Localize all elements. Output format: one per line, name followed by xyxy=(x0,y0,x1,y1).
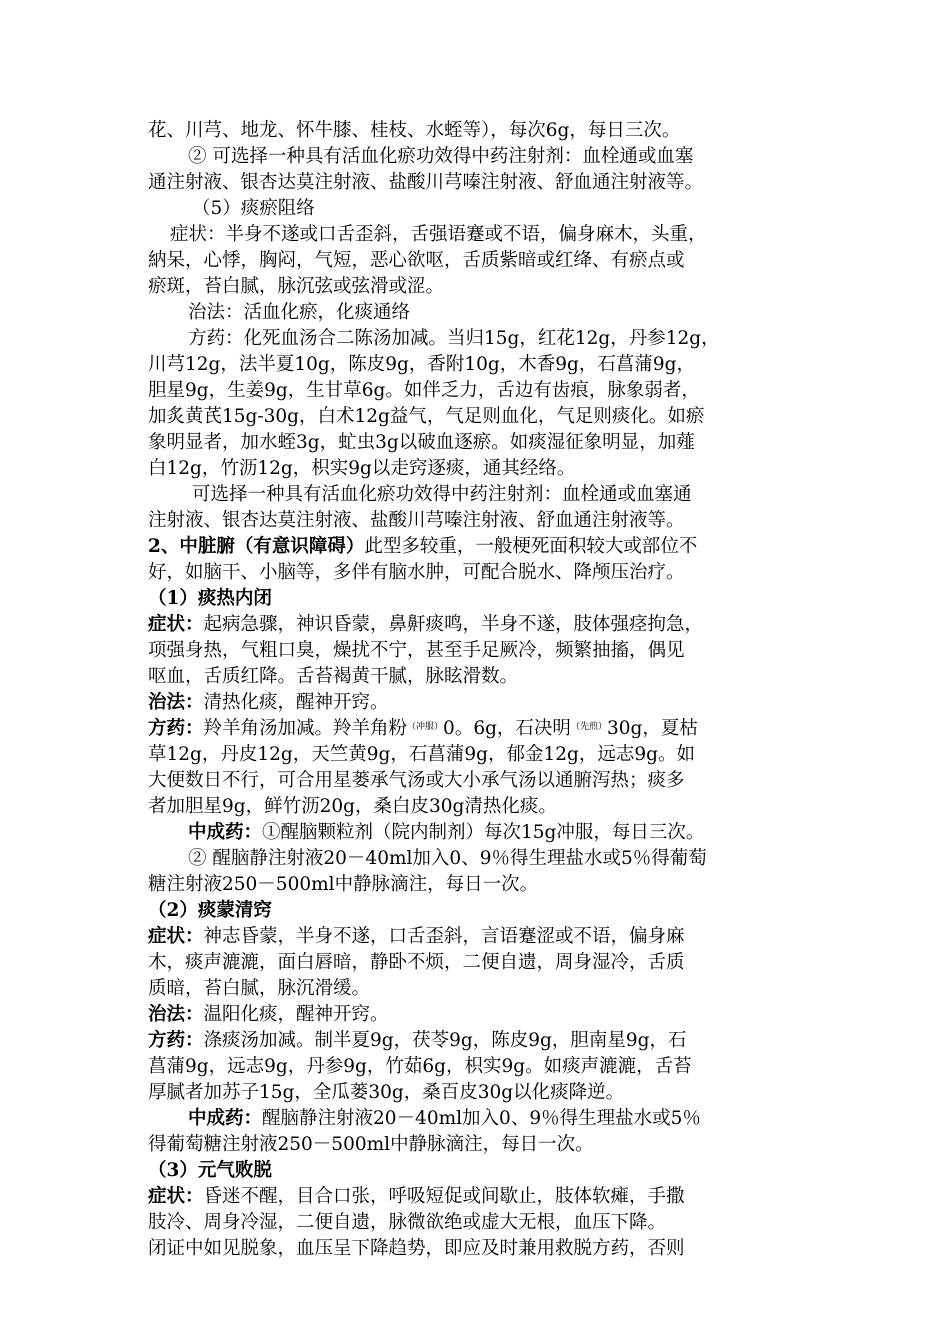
text-line: 方药：化死血汤合二陈汤加减。当归15g，红花12g，丹参12g， xyxy=(188,328,720,349)
text-line: 加炙黄芪15g-30g，白术12g益气，气足则血化，气足则痰化。如瘀 xyxy=(148,406,705,427)
text-line: 质暗，苔白腻，脉沉滑缓。 xyxy=(148,978,371,999)
section-heading: （1）痰热内闭 xyxy=(148,588,272,609)
text-line: 納呆，心悸，胸闷，气短，恶心欲呕，舌质紫暗或红绛、有瘀点或 xyxy=(148,250,685,271)
text-line: 厚腻者加苏子15g，全瓜蒌30g，桑百皮30g以化痰降逆。 xyxy=(148,1082,625,1103)
label-symptoms: 症状： xyxy=(148,926,204,947)
annotation-superscript: （先煎） xyxy=(570,722,607,732)
text-line: 注射液、银杏达莫注射液、盐酸川芎嗪注射液、舒血通注射液等。 xyxy=(148,510,685,531)
text-line: 菖蒲9g，远志9g，丹参9g，竹茹6g，枳实9g。如痰声漉漉，舌苔 xyxy=(148,1056,692,1077)
text-line: 得葡萄糖注射液250－500ml中静脉滴注，每日一次。 xyxy=(148,1134,594,1155)
text-line: 胆星9g，生姜9g，生甘草6g。如伴乏力，舌边有齿痕，脉象弱者， xyxy=(148,380,700,401)
text-line: 草12g，丹皮12g，天竺黄9g，石菖蒲9g，郁金12g，远志9g。如 xyxy=(148,744,695,765)
annotation-superscript: （冲服） xyxy=(407,722,444,732)
text-line: 花、川芎、地龙、怀牛膝、桂枝、水蛭等），每次6g，每日三次。 xyxy=(148,120,681,141)
text-line: 方药：羚羊角汤加减。羚羊角粉$^{(冲服)}$0。6g，石决明$^{(先煎)}$30g，夏枯 xyxy=(148,718,698,739)
label-prescription: 方药： xyxy=(148,1030,204,1051)
text-line: 象明显者，加水蛭3g，虻虫3g以破血逐瘀。如痰湿征象明显，加薤 xyxy=(148,432,695,453)
label-symptoms: 症状： xyxy=(148,614,204,635)
text-line: ② 可选择一种具有活血化瘀功效得中药注射剂：血栓通或血塞 xyxy=(188,146,694,167)
text-line: 症状：神志昏蒙，半身不遂，口舌歪斜，言语蹇涩或不语，偏身麻 xyxy=(148,926,685,947)
text-line: 川芎12g，法半夏10g，陈皮9g，香附10g，木香9g，石菖蒲9g， xyxy=(148,354,695,375)
text-line: 白12g，竹沥12g，枳实9g以走窍逐痰，通其经络。 xyxy=(148,458,576,479)
text-line: 瘀斑，苔白腻，脉沉弦或弦滑或涩。 xyxy=(148,276,445,297)
text-line: ② 醒脑静注射液20－40ml加入0、9％得生理盐水或5％得葡萄 xyxy=(188,848,707,869)
text-line: 者加胆星9g，鲜竹沥20g，桑白皮30g清热化痰。 xyxy=(148,796,557,817)
label-treatment: 治法： xyxy=(148,692,204,713)
text-line: 2、中脏腑（有意识障碍）此型多较重，一般梗死面积较大或部位不 xyxy=(148,536,698,557)
text-line: 闭证中如见脱象，血压呈下降趋势，即应及时兼用救脱方药，否则 xyxy=(148,1238,685,1259)
document-body xyxy=(148,118,818,1262)
text-line: 项强身热，气粗口臭，燥扰不宁，甚至手足厥冷，频繁抽搐，偶见 xyxy=(148,640,685,661)
text-line: 木，痰声漉漉，面白唇暗，静卧不烦，二便自遗，周身湿冷，舌质 xyxy=(148,952,685,973)
text-line: 症状：起病急骤，神识昏蒙，鼻鼾痰鸣，半身不遂，肢体强痉拘急， xyxy=(148,614,704,635)
text-line: 中成药：醒脑静注射液20－40ml加入0、9％得生理盐水或5％ xyxy=(188,1108,701,1129)
label-symptoms: 症状： xyxy=(148,1186,204,1207)
section-title-zhongzangfu: 2、中脏腑（有意识障碍） xyxy=(148,536,365,557)
text-line: 呕血，舌质红降。舌苔褐黄干腻，脉眩滑数。 xyxy=(148,666,519,687)
text-line: 治法：温阳化痰，醒神开窍。 xyxy=(148,1004,389,1025)
text-line: 方药：涤痰汤加减。制半夏9g，茯苓9g，陈皮9g，胆南星9g，石 xyxy=(148,1030,687,1051)
text-line: 糖注射液250－500ml中静脉滴注，每日一次。 xyxy=(148,874,539,895)
text-line: 可选择一种具有活血化瘀功效得中药注射剂：血栓通或血塞通 xyxy=(192,484,692,505)
label-patent-medicine: 中成药： xyxy=(188,822,263,843)
section-heading: （5）痰瘀阻络 xyxy=(192,198,315,219)
text-line: 症状：半身不遂或口舌歪斜，舌强语蹇或不语，偏身麻木，头重， xyxy=(170,224,707,245)
text-line: 中成药：①醒脑颗粒剂（院内制剂）每次15g冲服，每日三次。 xyxy=(188,822,705,843)
text-line: 大便数日不行，可合用星蒌承气汤或大小承气汤以通腑泻热；痰多 xyxy=(148,770,685,791)
section-heading: （3）元气败脱 xyxy=(148,1160,272,1181)
label-treatment: 治法： xyxy=(148,1004,204,1025)
text-line: 治法：活血化瘀，化痰通络 xyxy=(188,302,411,323)
label-patent-medicine: 中成药： xyxy=(188,1108,263,1129)
text-line: 肢冷、周身冷湿，二便自遗，脉微欲绝或虚大无根，血压下降。 xyxy=(148,1212,667,1233)
text-line: 症状：昏迷不醒，目合口张，呼吸短促或间歇止，肢体软瘫，手撒 xyxy=(148,1186,685,1207)
section-heading: （2）痰蒙清窍 xyxy=(148,900,272,921)
text-line: 通注射液、银杏达莫注射液、盐酸川芎嗪注射液、舒血通注射液等。 xyxy=(148,172,704,193)
text-line: 治法：清热化痰，醒神开窍。 xyxy=(148,692,389,713)
label-prescription: 方药： xyxy=(148,718,204,739)
text-line: 好，如脑干、小脑等，多伴有脑水肿，可配合脱水、降颅压治疗。 xyxy=(148,562,685,583)
